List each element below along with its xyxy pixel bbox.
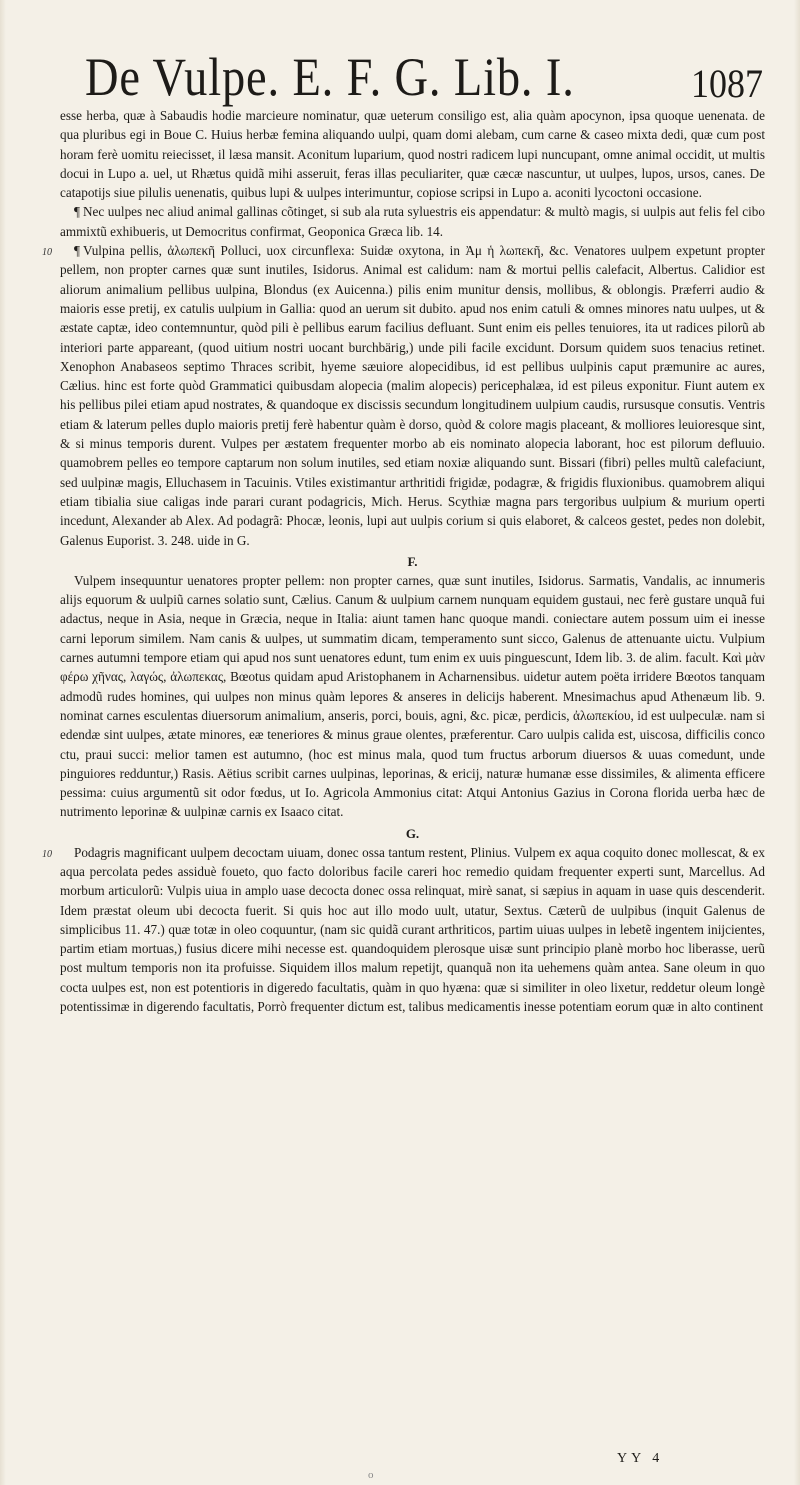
page-number: 1087 [691,61,763,106]
page-footer [0,1447,800,1481]
text-paragraph [30,202,765,241]
paragraph-text: esse herba, quæ à Sabaudis hodie marcieure nominatur, quæ ueterum consiligo est, alia quàm apocynon, ipsa quoque uenenata. de qua pluribus egi in Boue C. Huius herbæ femina aliquando uulpi, quam domi alebam, cum carne & caseo mixta dedi, quæ cum post horam ferè uomitu reiecisset, il læsa mansit. Aconitum luparium, quod nostri radicem lupi nuncupant, omne animal occidit, ut multis docui in Lupo a. uel, ut Rhætus quidã mihi asseruit, feras illas peculiariter, quæ cæcæ nascuntur, ut uulpes, lupos, ursos, canes. De catapotijs siue pilulis uenenatis, quibus lupi & uulpes interimuntur, copiose scripsi in Lupo a. aconiti lycoctoni occasione. [60,108,765,201]
pilcrow-icon: ¶ [74,243,80,259]
paragraph-text: Vulpem insequuntur uenatores propter pellem: non propter carnes, quæ sunt inutiles, Isidorus. Sarmatis, Vandalis, ac innumeris alijs equorum & uulpiũ carnes solatio sunt, Cælius. Canum & uulpium carnem nunquam equidem gustaui, nec ferè gustare unquã fui adactus, neque in Asia, neque in Græcia, neque in Italia: aiunt tamen hanc quoque mandi. coniectare autem possum uim ei inesse carni leporum similem. Nam canis & uulpes, ut summatim dicam, temperamento sunt sicco, Galenus de attenuante uictu. Vulpium carnes autumni tempore etiam qui apud nos sunt uenatores edunt, tum enim ex uuis pinguescunt, Idem lib. 3. de alim. facult. Καὶ μὰν φέρω χῆνας, λαγώς, ἀλωπεκας, Bœotus quidam apud Aristophanem in Acharnensibus. uidetur autem poëta irridere Bœotos tanquam admodũ rudes homines, qui uulpes non minus quàm lepores & anseres in delicijs haberent. Mnesimachus apud Athenæum lib. 9. nominat carnes esculentas diuersorum animalium, anseris, porci, bouis, agni, &c. picæ, perdicis, ἀλωπεκίου, id est uulpeculæ. nam si edendæ sint uulpes, ætate minores, eæ teneriores & minus graue olentes, præferentur. Caro uulpis calida est, uiscosa, difficilis conco ctu, praui succi: melior tamen est autumno, (hoc est minus mala, quod tum fructus arborum diuersos & uuas comedunt, unde pinguiores redduntur,) Rasis. Aëtius scribit carnes uulpinas, leporinas, & ericij, naturæ humanæ esse dissimiles, & alimenta efficere pessima: cuius argumentũ sit odor fœdus, ut Io. Agricola Ammonius citat: Atqui Antonius Gazius in Corona florida uerba hæc de nutrimento leporinæ & uulpinæ carnis ex Isaaco citat. [60,572,765,820]
signature-mark: YY 4 [617,1451,664,1466]
text-paragraph [30,571,765,822]
text-paragraph [30,241,765,550]
line-number-marginal: 10 [42,848,52,860]
section-heading: F. [407,553,418,569]
page-edge-left [0,0,6,1485]
paragraph-text: Vulpina pellis, ἀλωπεκῆ Polluci, uox circunflexa: Suidæ oxytona, in Ἀμ ἡ λωπεκῆ, &c. Venatores uulpem expetunt propter pellem, non propter carnes quæ sunt inutiles, Isidorus. Animal est calidum: nam & mortui pellis calefacit, Albertus. Calidior est aliorum animalium pellibus uulpina, Blondus (ex Auicenna.) pilis enim munitur densis, mollibus, & oblongis. Præferri audio & maioris esse pretij, ex catulis uulpium in Gallia: quod an uerum sit dubito. apud nos enim catuli & omnes minores natu uulpes, ut & æstate captæ, ideo contemnuntur, quòd pili è pellibus earum facilius defluant. Sunt enim eis pelles tenuiores, ita ut radices pilorũ ab interiori parte appareant, (quod uitium nostri uocant burchbärig,) unde pili facile excidunt. Dorsum quidem suos tenacius retinet. Xenophon Anabaseos septimo Thraces scribit, hyeme sæuiore alopecidibus, id est pellibus uulpinis caput præmunire ac aures, Cælius. hinc est forte quòd Grammatici quibusdam alopecia (malim alopecis) pericephalæa, id est pileus exponitur. Fiunt autem ex his pellibus pilei etiam apud nostrates, & quandoque ex discissis secundum longitudinem uulpium caudis, rursusque consutis. Ventris etiam & laterum pelles duplo maioris pretij ferè habentur quàm è dorso, quòd & colore magis placeant, & molliores leuioresque sint, & si minus temporis durent. Vulpes per æstatem frequenter morbo ab eis nominato alopecia laborant, hoc est pilorum defluuio. quamobrem pelles eo tempore captarum non solum inutiles, sed etiam noxiæ aliquando sunt. Bissari (fibri) pelles multũ calefaciunt, sed uulpinæ magis, Elluchasem in Tacuinis. Vtiles existimantur arthritidi frigidæ, podagræ, & frigidis fluxionibus. quamobrem aliqui etiam tibialia siue caligas inde parari curant podagricis, Mich. Herus. Scythiæ magna pars tergoribus uulpium & murium operti incedunt, Alexander ab Alex. Ad podagrã: Phocæ, leonis, lupi aut uulpis corium si quis elaboret, & calceos gestet, pedes non dolebit, Galenus Euporist. 3. 248. uide in G. [60,243,765,548]
header-title: De Vulpe. E. F. G. Lib. I. [85,47,575,107]
text-paragraph [30,843,765,1017]
text-paragraph [30,106,765,202]
pilcrow-icon: ¶ [74,204,80,220]
line-number-marginal: 10 [42,247,52,259]
page-body [30,106,765,1016]
footer-ornament: o [368,1469,374,1481]
paragraph-text: Podagris magnificant uulpem decoctam uiuam, donec ossa tantum restent, Plinius. Vulpem ex aqua coquito donec mollescat, & ex aqua percolata pedes assiduè foueto, quo facto doloribus facile careri hoc remedio quidam frequenter experti sunt, Marcellus. Ad morbum articulorũ: Vulpis uiua in amplo uase decocta donec ossa relinquat, mirè sanat, si sæpius in aquam in uase quis descenderit. Idem præstat oleum ubi decocta fuerit. Si quis hoc aut illo modo uult, utatur, Sextus. Cæterũ de uulpibus (inquit Galenus de simplicibus 11. 47.) quæ totæ in oleo coquuntur, (nam sic quidã curant arthriticos, partim uiuas uulpes in lebetẽ ingentem inijcientes, partim etiam mortuas,) fusius dicere mihi necesse est. quandoquidem plerosque uisæ sunt principio planè morbo hoc liberasse, uerũ post multum temporis non ita profuisse. Siquidem illos malum repetijt, quanquã non ita uehemens quàm antea. Sane oleum in quo cocta uulpes est, non est potentioris in digeredo facultatis, quàm in quo hyæna: quæ si similiter in oleo lixetur, reddetur oleum longè potentissimæ in digerendo facultatis, Porrò frequenter dictum est, talibus medicamentis inesse potentiam eorum quæ in alto continent [60,844,765,1015]
running-header [85,42,765,108]
page-edge-right [794,0,800,1485]
section-heading: G. [405,825,420,841]
paragraph-text: Nec uulpes nec aliud animal gallinas cõtinget, si sub ala ruta syluestris eis appendatur: & multò magis, si uulpis aut felis fel cibo ammixtũ exhibueris, ut Democritus confirmat, Geoponica Græca lib. 14. [60,204,765,239]
